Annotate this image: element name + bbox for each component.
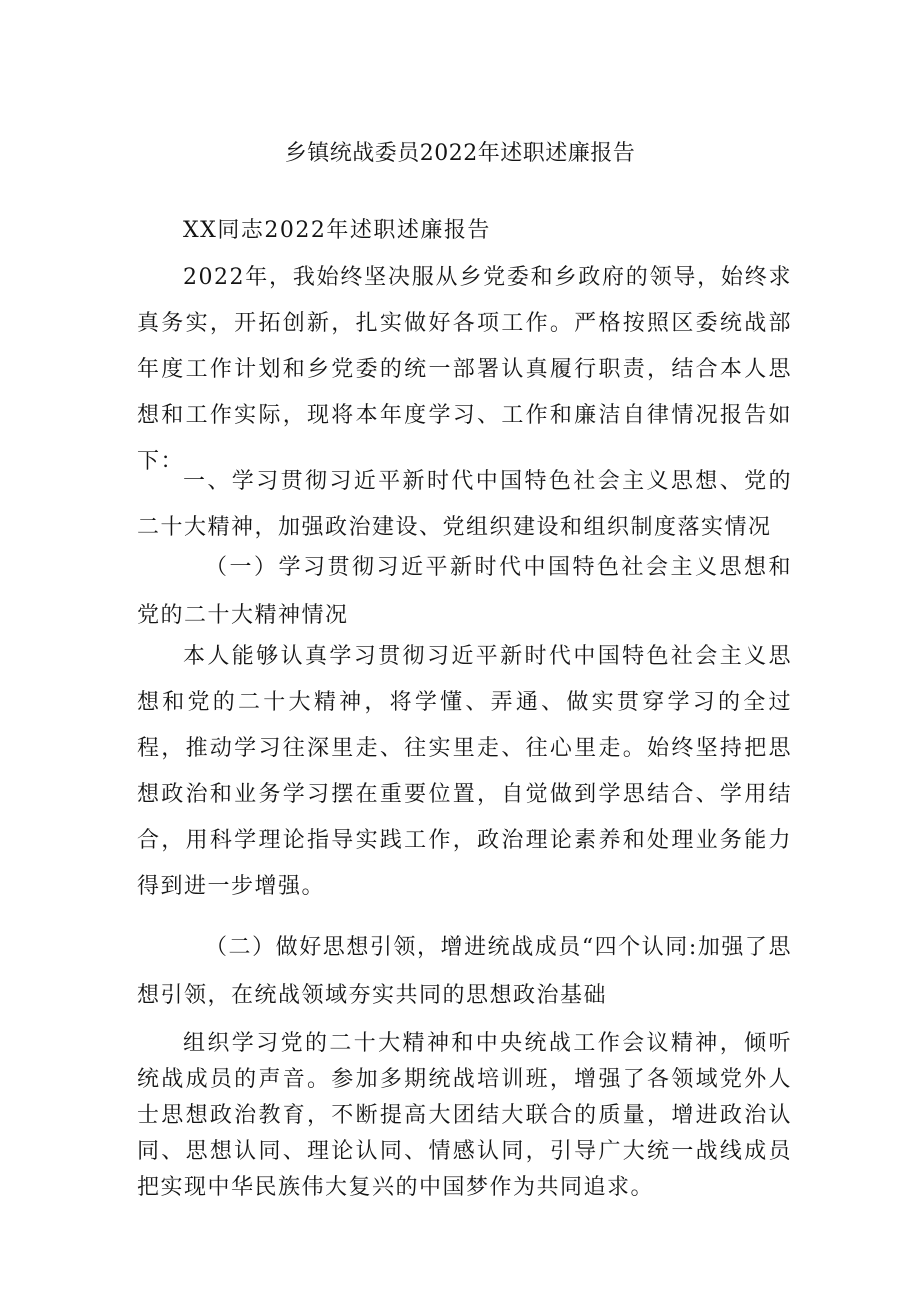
section-1-heading: 一、学习贯彻习近平新时代中国特色社会主义思想、党的二十大精神，加强政治建设、党组织建设和组织制度落实情况: [137, 469, 792, 540]
subsection-1-body: 本人能够认真学习贯彻习近平新时代中国特色社会主义思想和党的二十大精神，将学懂、弄通、做实贯穿学习的全过程，推动学习往深里走、往实里走、往心里走。始终坚持把思想政治和业务学习摆在重要位置，自觉做到学思结合、学用结合，用科学理论指导实践工作，政治理论素养和处理业务能力得到进一步增强。: [137, 644, 792, 899]
subsection-1-heading: （一）学习贯彻习近平新时代中国特色社会主义思想和党的二十大精神情况: [137, 555, 792, 628]
subsection-2-heading: （二）做好思想引领，增进统战成员“四个认同:加强了思想引领，在统战领域夯实共同的思想政治基础: [137, 935, 792, 1008]
intro-paragraph: 2022年，我始终坚决服从乡党委和乡政府的领导，始终求真务实，开拓创新，扎实做好各项工作。严格按照区委统战部年度工作计划和乡党委的统一部署认真履行职责，结合本人思想和工作实际，现将本年度学习、工作和廉洁自律情况报告如下：: [137, 265, 792, 474]
report-subtitle: XX同志2022年述职述廉报告: [183, 218, 491, 243]
subsection-2-body: 组织学习党的二十大精神和中央统战工作会议精神，倾听统战成员的声音。参加多期统战培训班，增强了各领域党外人士思想政治教育，不断提高大团结大联合的质量，增进政治认同、思想认同、理论认同、情感认同，引导广大统一战线成员把实现中华民族伟大复兴的中国梦作为共同追求。: [137, 1031, 792, 1200]
document-title: 乡镇统战委员2022年述职述廉报告: [284, 141, 636, 166]
